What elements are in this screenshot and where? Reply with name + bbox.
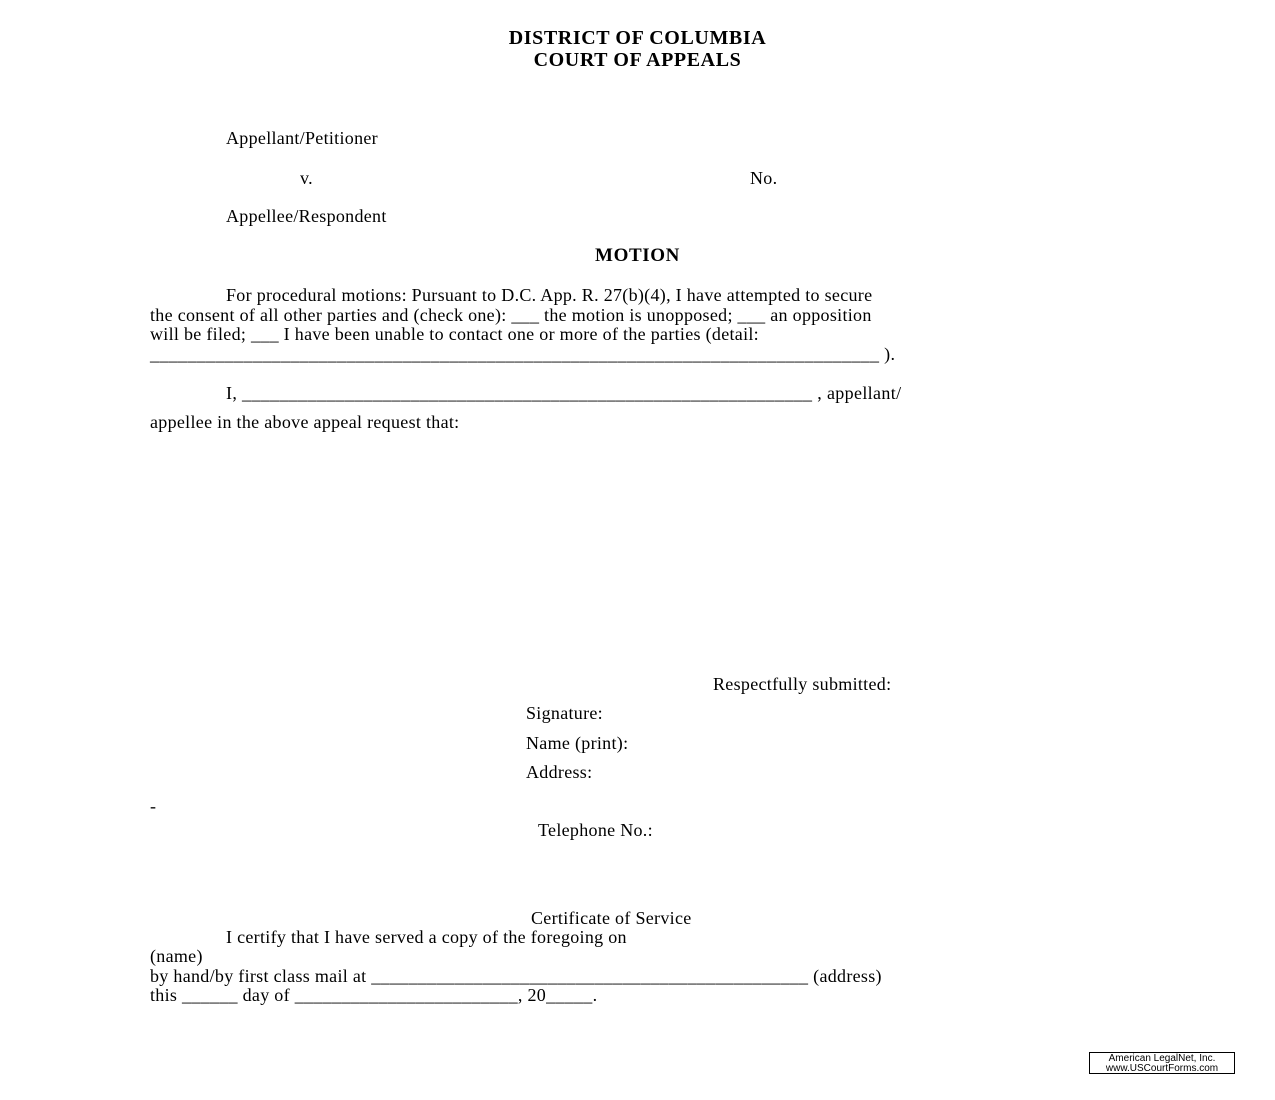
publisher-name: American LegalNet, Inc. [1108,1053,1216,1064]
stray-dash: - [150,796,157,816]
respectfully-submitted: Respectfully submitted: [713,674,892,694]
appellant-label: Appellant/Petitioner [226,128,378,148]
court-name: DISTRICT OF COLUMBIA [508,27,767,49]
publisher-stamp [1089,1052,1235,1074]
motion-title: MOTION [595,245,680,266]
versus-label: v. [300,168,313,188]
publisher-url: www.USCourtForms.com [1105,1063,1219,1074]
procedural-line-1: For procedural motions: Pursuant to D.C. App. R. 27(b)(4), I have attempted to secure [226,285,873,305]
certificate-line-2: (name) [150,946,203,966]
certificate-line-4: this ______ day of ________________________, 20_____. [150,985,598,1005]
name-print-label: Name (print): [526,733,629,753]
address-label: Address: [526,762,593,782]
certificate-line-1: I certify that I have served a copy of the foregoing on [226,927,627,947]
procedural-detail-line: ______________________________________________________________________________ ). [150,344,896,364]
request-line-2: appellee in the above appeal request that: [150,412,460,432]
telephone-label: Telephone No.: [538,820,653,840]
certificate-line-3: by hand/by first class mail at _______________________________________________ (address) [150,966,882,986]
appellee-label: Appellee/Respondent [226,206,387,226]
request-line-1: I, _____________________________________________________________ , appellant/ [226,383,902,403]
certificate-title: Certificate of Service [531,908,692,928]
signature-label: Signature: [526,703,603,723]
case-number-label: No. [750,168,778,188]
court-division: COURT OF APPEALS [533,49,742,71]
procedural-line-2: the consent of all other parties and (check one): ___ the motion is unopposed; ___ an opposition [150,305,872,325]
procedural-line-3: will be filed; ___ I have been unable to contact one or more of the parties (detail: [150,324,759,344]
